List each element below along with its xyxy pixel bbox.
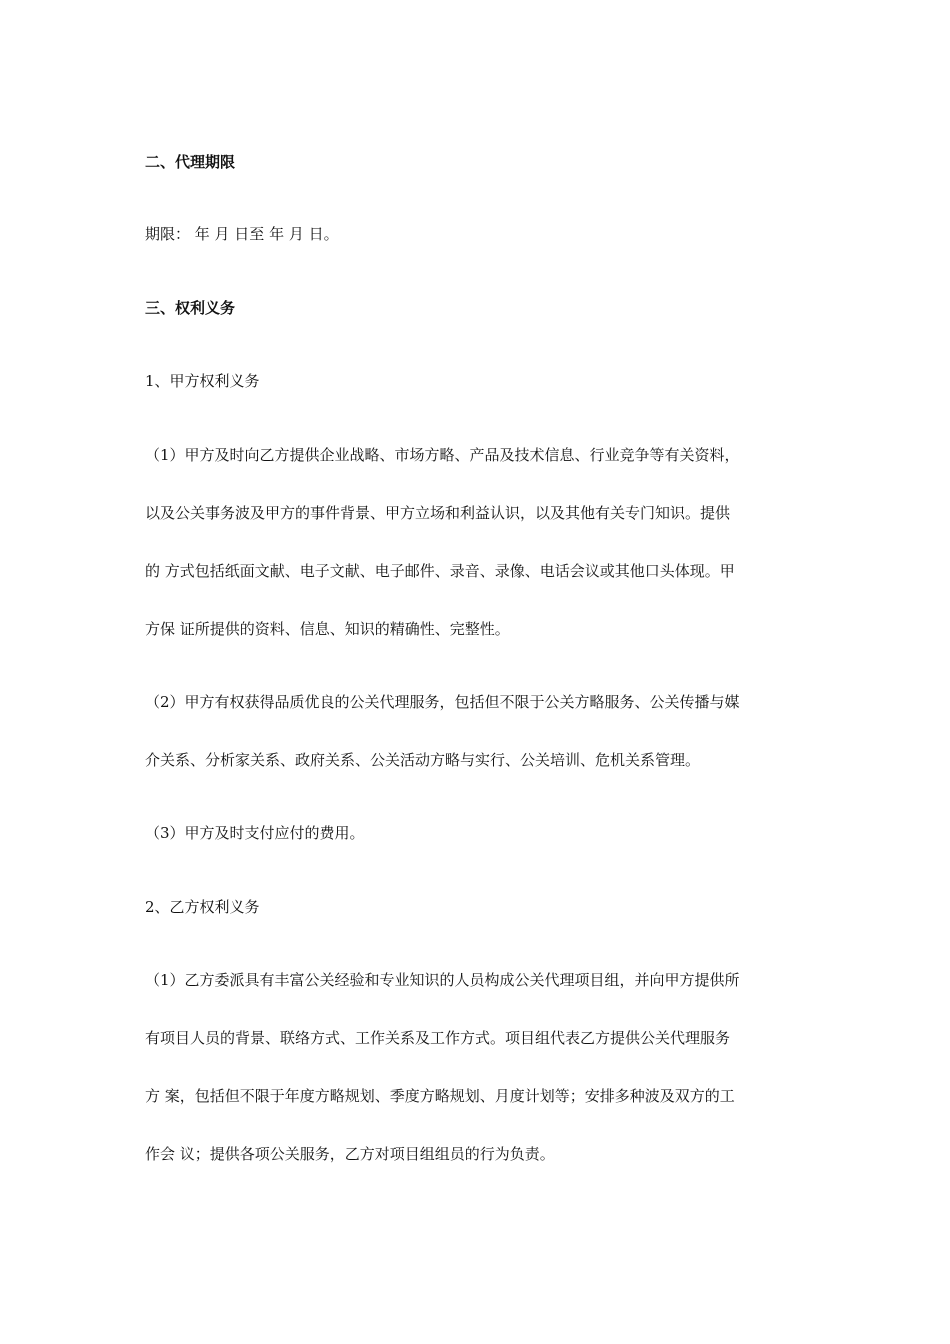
party-a-item3: （3）甲方及时支付应付的费用。 [145, 824, 365, 842]
party-a-heading: 1、甲方权利义务 [145, 372, 260, 390]
party-b-item1-line2: 有项目人员的背景、联络方式、工作关系及工作方式。项目组代表乙方提供公关代理服务 [145, 1029, 731, 1047]
party-a-item1-line1: （1）甲方及时向乙方提供企业战略、市场方略、产品及技术信息、行业竞争等有关资料， [145, 446, 740, 464]
section-heading-rights: 三、权利义务 [145, 299, 236, 317]
section-heading-term: 二、代理期限 [145, 153, 236, 171]
party-a-item1-line3: 的 方式包括纸面文献、电子文献、电子邮件、录音、录像、电话会议或其他口头体现。甲 [145, 562, 735, 580]
party-a-item1-line4: 方保 证所提供的资料、信息、知识的精确性、完整性。 [145, 620, 510, 638]
party-a-item2-line1: （2）甲方有权获得品质优良的公关代理服务，包括但不限于公关方略服务、公关传播与媒 [145, 693, 740, 711]
party-b-item1-line4: 作会 议；提供各项公关服务，乙方对项目组组员的行为负责。 [145, 1145, 555, 1163]
party-b-item1-line1: （1）乙方委派具有丰富公关经验和专业知识的人员构成公关代理项目组，并向甲方提供所 [145, 971, 740, 989]
party-b-heading: 2、乙方权利义务 [145, 898, 260, 916]
term-line: 期限： 年 月 日至 年 月 日。 [145, 225, 339, 243]
party-a-item1-line2: 以及公关事务波及甲方的事件背景、甲方立场和利益认识，以及其他有关专门知识。提供 [145, 504, 731, 522]
party-a-item2-line2: 介关系、分析家关系、政府关系、公关活动方略与实行、公关培训、危机关系管理。 [145, 751, 701, 769]
party-b-item1-line3: 方 案，包括但不限于年度方略规划、季度方略规划、月度计划等；安排多种波及双方的工 [145, 1087, 735, 1105]
